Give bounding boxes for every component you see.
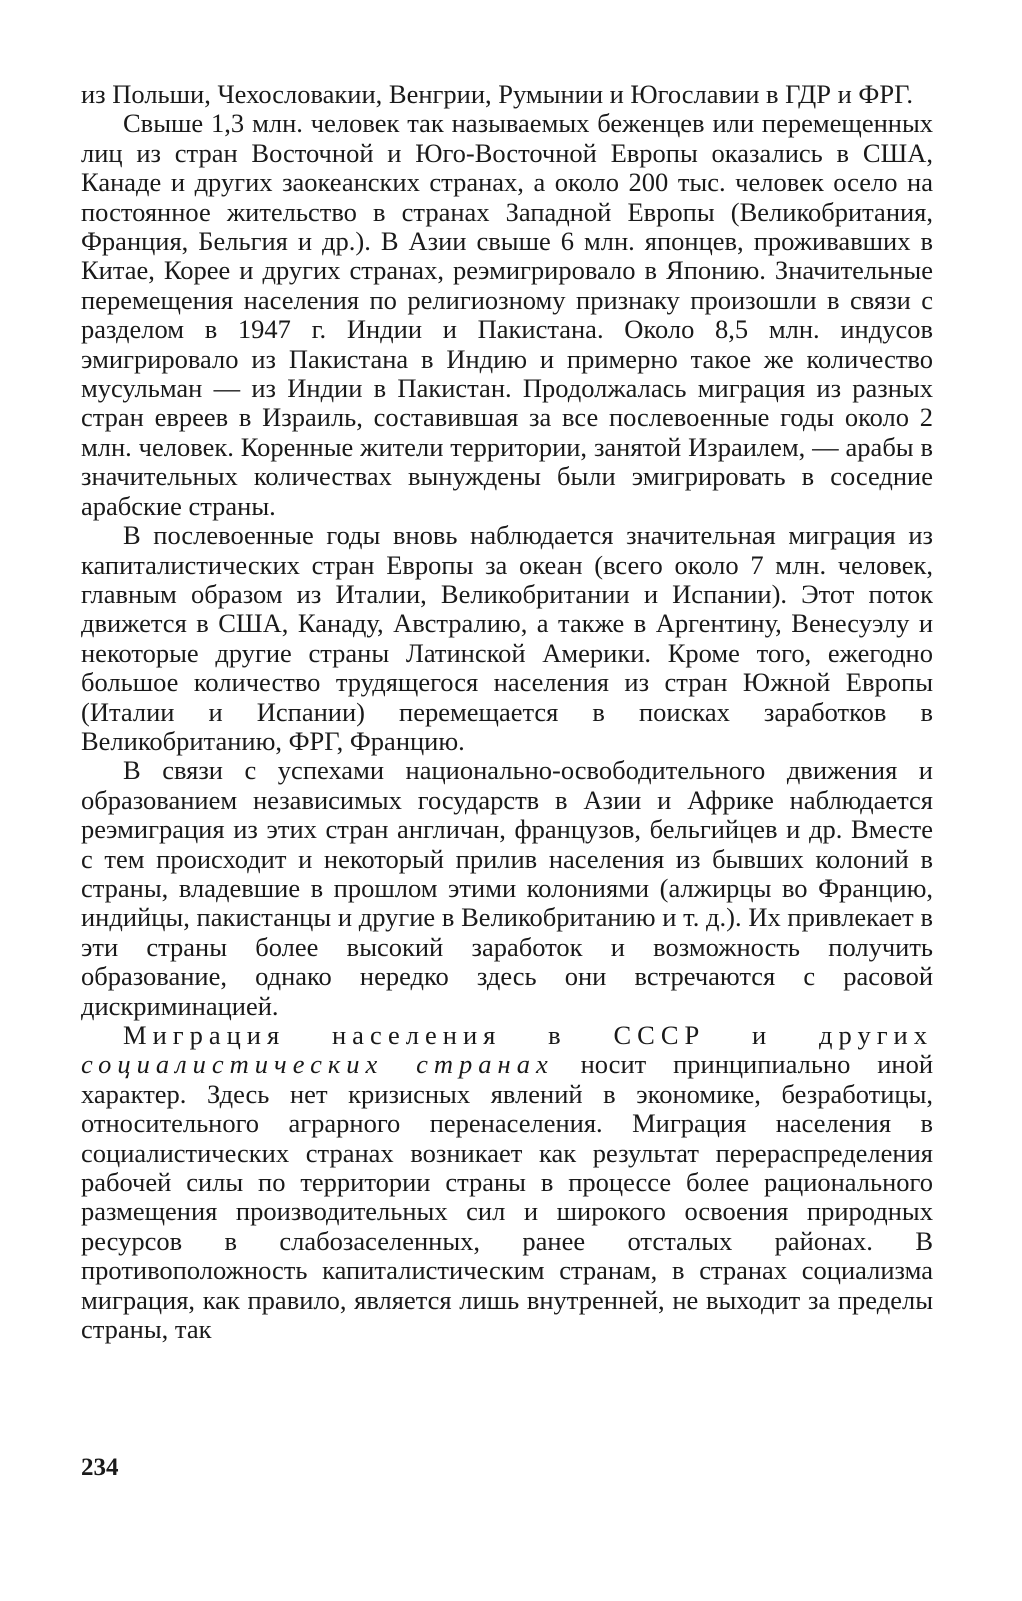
- paragraph-reemigration: В связи с успехами национально-освободительного движения и образованием независимых государств в Азии и Африке наблюдается реэмиграция из этих стран англичан, французов, бельгийцев и др. Вместе с тем происходит и некоторый прилив населения из бывших колоний в страны, владевшие в прошлом этими колониями (алжирцы во Францию, индийцы, пакистанцы и другие в Великобританию и т. д.). Их привлекает в эти страны более высокий заработок и возможность получить образование, однако нередко здесь они встречаются с расовой дискриминацией.: [81, 755, 933, 1021]
- spaced-italic-text: социалистических странах: [81, 1049, 554, 1080]
- spaced-lead-text: Миграция населения в СССР и других: [123, 1020, 933, 1050]
- paragraph-socialist-migration: [81, 1021, 933, 1344]
- paragraph-rest-text: носит принципиально иной характер. Здесь нет кризисных явлений в экономике, безработицы, относительного аграрного перенаселения. Миграция населения в социалистических странах возникает как результат перераспределения рабочей силы по территории страны в процессе более рационального размещения производительных сил и широкого освоения природных ресурсов в слабозаселенных, ранее отсталых районах. В противоположность капиталистическим странам, в странах социализма миграция, как правило, является лишь внутренней, не выходит за пределы страны, так: [81, 1049, 934, 1345]
- page-body: [81, 80, 933, 1344]
- paragraph-postwar-migration: В послевоенные годы вновь наблюдается значительная миграция из капиталистических стран Европы за океан (всего около 7 млн. человек, главным образом из Италии, Великобритании и Испании). Этот поток движется в США, Канаду, Австралию, а также в Аргентину, Венесуэлу и некоторые другие страны Латинской Америки. Кроме того, ежегодно большое количество трудящегося населения из стран Южной Европы (Италии и Испании) перемещается в поисках заработков в Великобританию, ФРГ, Францию.: [81, 520, 933, 756]
- page-number: 234: [81, 1454, 119, 1481]
- paragraph-continuation: из Польши, Чехословакии, Венгрии, Румынии и Югославии в ГДР и ФРГ.: [81, 79, 914, 109]
- paragraph-refugees: Свыше 1,3 млн. человек так называемых беженцев или перемещенных лиц из стран Восточной и Юго-Восточной Европы оказались в США, Канаде и других заокеанских странах, а около 200 тыс. человек осело на постоянное жительство в странах Западной Европы (Великобритания, Франция, Бельгия и др.). В Азии свыше 6 млн. японцев, проживавших в Китае, Корее и других странах, реэмигрировало в Японию. Значительные перемещения населения по религиозному признаку произошли в связи с разделом в 1947 г. Индии и Пакистана. Около 8,5 млн. индусов эмигрировало из Пакистана в Индию и примерно такое же количество мусульман — из Индии в Пакистан. Продолжалась миграция из разных стран евреев в Израиль, составившая за все послевоенные годы около 2 млн. человек. Коренные жители территории, занятой Израилем, — арабы в значительных количествах вынуждены были эмигрировать в соседние арабские страны.: [81, 108, 933, 521]
